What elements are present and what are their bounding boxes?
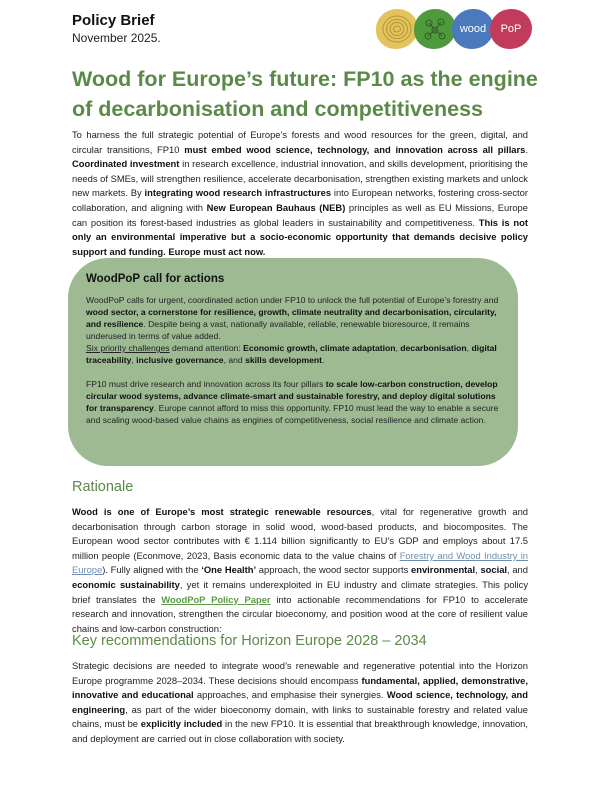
woodpop-logo [376, 9, 532, 49]
text: , [475, 564, 481, 576]
emphasis: explicitly included [140, 718, 223, 730]
emphasis: New European Bauhaus (NEB) [206, 201, 346, 213]
emphasis: This is not only an environmental imperative but a socio-economic opportunity that demands decisive policy support and funding. Europe must act now. [72, 216, 528, 257]
emphasis: decarbonisation [400, 343, 467, 353]
emphasis: Coordinated investment [72, 158, 180, 170]
emphasis: Wood is one of Europe’s most strategic renewable resources [72, 506, 372, 517]
text: . [322, 355, 325, 365]
text: demand attention: [169, 343, 244, 353]
text: in research excellence, industrial innovation, and skills development, prioritising the needs of SMEs, will strengthen resilience, accelerate decarbonisation, strengthen existing markets and unlock new markets. By [72, 158, 528, 199]
text: . Europe cannot afford to miss this opportunity. FP10 must lead the way to enable a secure and scaling wood-based value chains as engines of competitiveness, social resilience and climate action. [86, 403, 499, 425]
text: ). Fully aligned with the [102, 564, 202, 576]
document-date: November 2025. [72, 31, 161, 45]
emphasis: social [480, 564, 508, 576]
call-for-actions-box [68, 258, 518, 466]
emphasis: must embed wood science, technology, and innovation across all pillars [184, 143, 526, 155]
callout-paragraph-1 [86, 294, 504, 342]
text: in the new FP10. It is essential that breakthrough knowledge, innovation, and deployment are carried out in close collaboration with society. [72, 718, 528, 744]
emphasis: Wood science, technology, and engineering [72, 689, 528, 715]
text: into actionable recommendations for FP10 to accelerate research and innovation, strengthen the circular bioeconomy, and position wood at the core of resilient value chains and low-carbon construction: [72, 593, 529, 634]
text: , vital for regenerative growth and decarbonisation through carbon storage in solid wood, wood-based products, and biocomposites. The European wood sector contributes with € 1.114 billion significantly to EU’s GDP and employs about 17.5 million people (Econmove, 2023, Basis economic data to the value chains of [72, 506, 529, 561]
text: , [466, 343, 472, 353]
emphasis: environmental [411, 564, 476, 576]
text: into European networks, fostering cross-sector collaboration, and aligning with [72, 187, 528, 213]
text: , as part of the wider bioeconomy domain, with links to sustainable forestry and related value chains, must be [72, 703, 528, 730]
text: , and [223, 355, 246, 365]
woodpop-policy-paper-link[interactable]: WoodPoP Policy Paper [161, 593, 271, 605]
text: WoodPoP calls for urgent, coordinated action under FP10 to unlock the full potential of Europe’s forestry and [86, 295, 499, 305]
text: Strategic decisions are needed to integrate wood’s renewable and regenerative potential into the Horizon Europe programme 2028–2034. These decisions should encompass [72, 660, 528, 686]
callout-paragraph-2 [86, 342, 504, 366]
emphasis: to scale low-carbon construction, develop circular wood systems, advance climate-smart and sustainable forestry, and deploy digital solutions for transparency [86, 379, 498, 413]
callout-paragraph-3 [86, 378, 504, 426]
underlined-text: Six priority challenges [86, 343, 170, 353]
intro-paragraph [72, 128, 528, 259]
emphasis: ‘One Health’ [201, 564, 257, 576]
recommendations-heading: Key recommendations for Horizon Europe 2028 – 2034 [72, 633, 427, 649]
text: , [131, 355, 137, 365]
emphasis: fundamental, applied, demonstrative, innovative and educational [72, 674, 529, 701]
emphasis: economic sustainability [72, 578, 180, 590]
text: FP10 must drive research and innovation across its four pillars [86, 379, 326, 389]
tree-rings-icon [376, 9, 418, 49]
text: , yet it remains underexploited in EU industry and climate strategies. This policy brief translates the [72, 578, 529, 605]
text: , and [507, 564, 528, 576]
recommendations-paragraph [72, 659, 528, 747]
emphasis: integrating wood research infrastructures [144, 187, 332, 199]
text: approaches, and emphasise their synergies. [193, 689, 387, 701]
emphasis: digital traceability [86, 343, 497, 365]
document-type: Policy Brief [72, 12, 155, 29]
text: , [395, 343, 401, 353]
rationale-paragraph [72, 505, 528, 636]
text: approach, the wood sector supports [256, 564, 412, 576]
forestry-wood-industry-link[interactable]: Forestry and Wood Industry in Europe [72, 549, 529, 576]
text: . [525, 143, 528, 155]
callout-title: WoodPoP call for actions [86, 273, 225, 285]
text: principles as well as EU Missions, Europe can position its forest-based industries as global leaders in sustainability and competitiveness. [72, 201, 528, 228]
page-title: Wood for Europe’s future: FP10 as the engine of decarbonisation and competitiveness [72, 67, 538, 121]
text: To harness the full strategic potential of Europe’s forests and wood resources for the green, digital, and circular transitions, FP10 [72, 129, 528, 155]
emphasis: inclusive governance [136, 355, 224, 365]
rationale-heading: Rationale [72, 479, 134, 495]
network-icon [414, 9, 456, 49]
pop-blob: PoP [490, 9, 532, 49]
emphasis: wood sector, a cornerstone for resilience, growth, climate neutrality and decarbonisation, circularity, and resilience [86, 307, 497, 329]
wood-blob: wood [452, 9, 494, 49]
text: . Despite being a vast, nationally available, reliable, renewable bioresource, it remains underused in terms of value added. [86, 319, 470, 341]
emphasis: skills development [245, 355, 322, 365]
emphasis: Economic growth, climate adaptation [243, 343, 396, 353]
